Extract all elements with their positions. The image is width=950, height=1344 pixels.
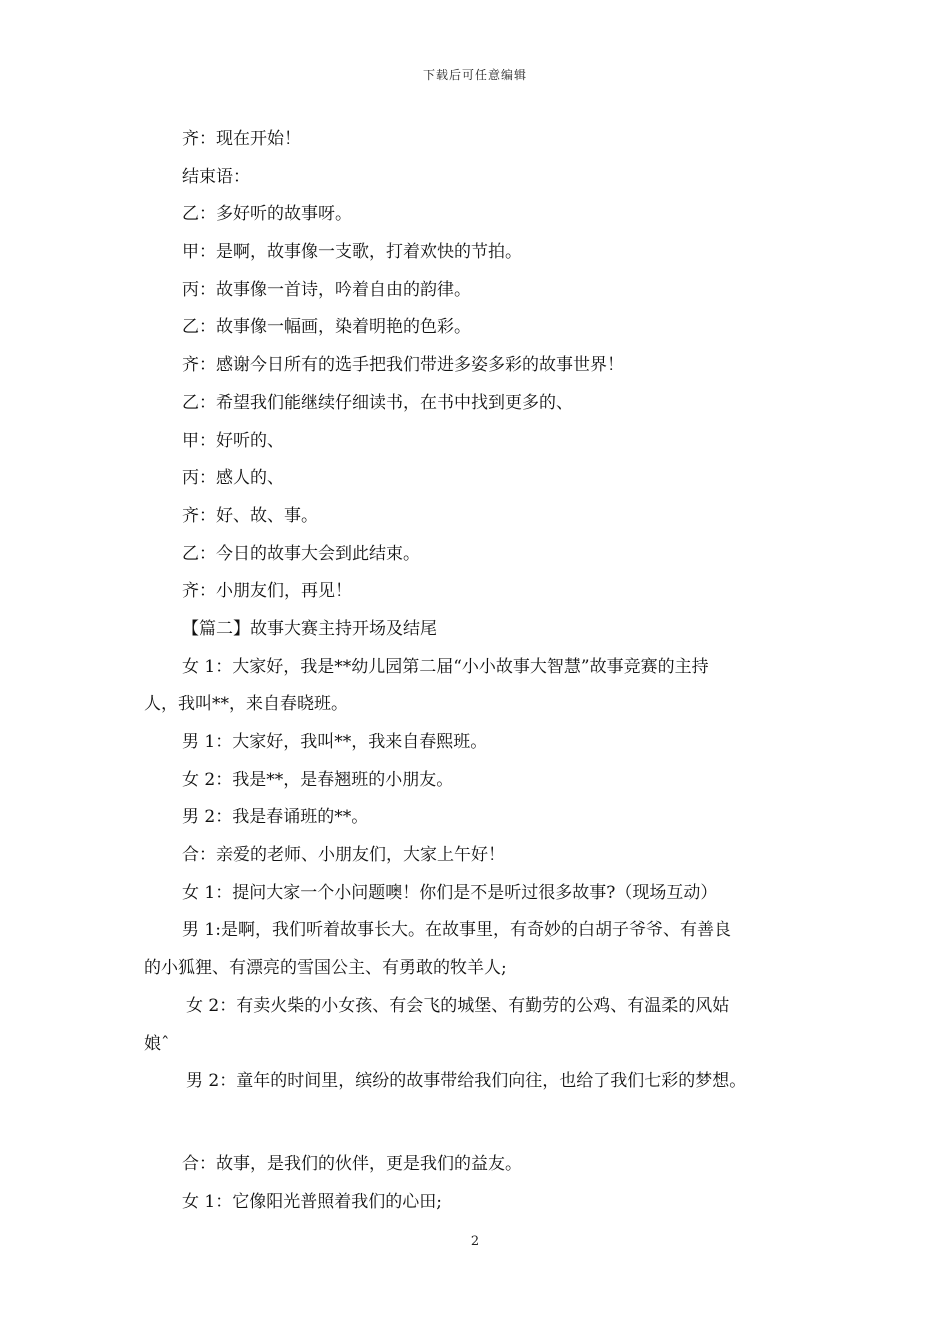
paragraph-line: 女 2：有卖火柴的小女孩、有会飞的城堡、有勤劳的公鸡、有温柔的风姑 <box>186 995 730 1016</box>
document-body <box>144 124 808 1224</box>
paragraph-line: 乙：希望我们能继续仔细读书，在书中找到更多的、 <box>182 392 573 413</box>
paragraph-line: 丙：故事像一首诗，吟着自由的韵律。 <box>182 279 471 300</box>
paragraph-line: 合：故事，是我们的伙伴，更是我们的益友。 <box>182 1153 522 1174</box>
page-number: 2 <box>470 1234 480 1249</box>
paragraph-line: 女 2：我是**，是春翘班的小朋友。 <box>182 769 454 790</box>
section-heading: 【篇二】故事大赛主持开场及结尾 <box>182 618 437 639</box>
paragraph-line: 男 1:是啊，我们听着故事长大。在故事里，有奇妙的白胡子爷爷、有善良 <box>182 920 731 941</box>
page-header: 下载后可任意编辑 <box>422 68 527 82</box>
paragraph-line: 女 1：它像阳光普照着我们的心田; <box>182 1191 442 1212</box>
paragraph-line: 男 1：大家好，我叫**，我来自春熙班。 <box>182 732 488 752</box>
paragraph-line: 合：亲爱的老师、小朋友们，大家上午好！ <box>182 845 505 866</box>
paragraph-line: 甲：好听的、 <box>182 430 284 451</box>
paragraph-line: 乙：故事像一幅画，染着明艳的色彩。 <box>182 317 471 338</box>
paragraph-line: 乙：今日的故事大会到此结束。 <box>182 543 420 564</box>
paragraph-line: 男 2：我是春诵班的**。 <box>182 807 369 828</box>
paragraph-line: 人，我叫**，来自春晓班。 <box>144 694 348 715</box>
paragraph-line: 齐：小朋友们，再见！ <box>182 581 352 602</box>
paragraph-line: 女 1：提问大家一个小问题噢！你们是不是听过很多故事?（现场互动） <box>182 882 718 903</box>
paragraph-line: 娘ˆ <box>144 1033 170 1054</box>
paragraph-line: 结束语： <box>182 166 250 187</box>
paragraph-line: 甲：是啊，故事像一支歌，打着欢快的节拍。 <box>182 242 522 263</box>
paragraph-line: 齐：现在开始！ <box>182 129 301 149</box>
paragraph-line: 齐：感谢今日所有的选手把我们带进多姿多彩的故事世界！ <box>182 355 624 376</box>
paragraph-line: 男 2：童年的时间里，缤纷的故事带给我们向往，也给了我们七彩的梦想。 <box>186 1071 747 1092</box>
paragraph-line: 的小狐狸、有漂亮的雪国公主、有勇敢的牧羊人; <box>144 958 507 979</box>
paragraph-line: 女 1：大家好，我是**幼儿园第二届“小小故事大智慧”故事竞赛的主持 <box>182 656 709 677</box>
blank-line <box>144 1104 808 1149</box>
paragraph-line: 齐：好、故、事。 <box>182 505 318 526</box>
paragraph-line: 乙：多好听的故事呀。 <box>182 204 352 225</box>
paragraph-line: 丙：感人的、 <box>182 468 284 489</box>
